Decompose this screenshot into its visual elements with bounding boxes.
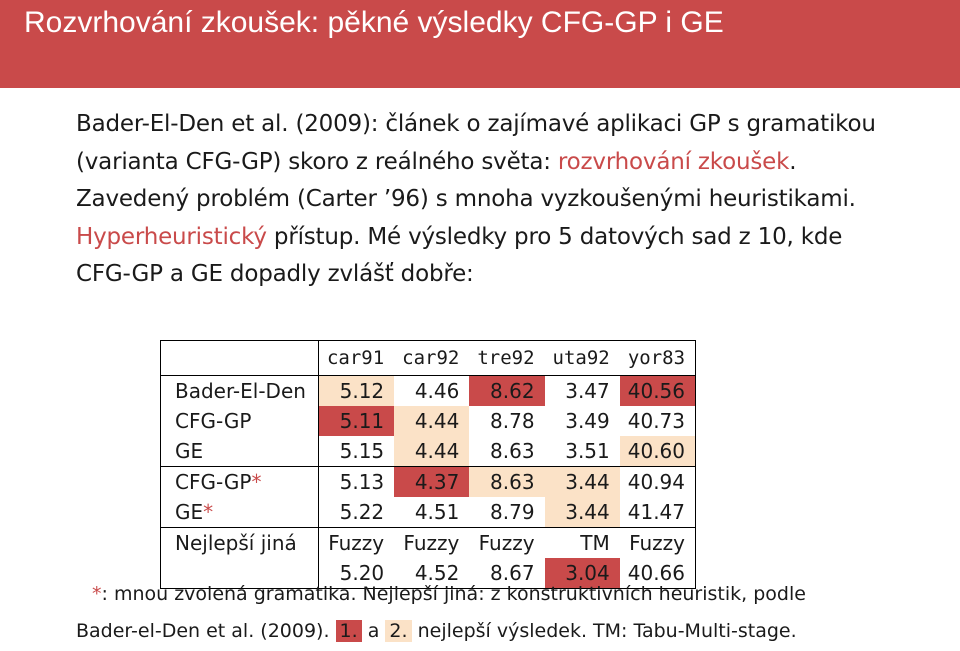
row-label-text: CFG-GP <box>175 409 252 433</box>
column-header: car92 <box>394 341 469 376</box>
intro-text-1: Bader-El-Den et al. (2009): článek o zajímavé aplikaci GP s gramatikou (varianta CFG-GP) skoro z reálného světa: <box>76 111 876 175</box>
row-label <box>161 467 319 498</box>
table-cell: 8.78 <box>490 409 535 433</box>
row-label <box>161 376 319 407</box>
table-cell: 4.46 <box>394 376 469 407</box>
table-header-row <box>161 341 696 376</box>
table-row <box>161 467 696 498</box>
table-cell: Fuzzy <box>394 528 469 559</box>
footnote-mid: a <box>361 620 386 642</box>
table-cell: 40.56 <box>620 376 696 407</box>
table-cell: 4.44 <box>394 436 469 467</box>
table-cell: 4.52 <box>394 558 469 589</box>
table-cell: 8.63 <box>490 439 535 463</box>
table-cell: 5.12 <box>318 376 394 407</box>
table-cell: 5.15 <box>339 439 385 463</box>
table-cell: 4.44 <box>394 406 469 436</box>
row-label-text: CFG-GP <box>175 470 252 494</box>
table-cell: 4.37 <box>394 467 469 498</box>
table-cell: 3.44 <box>545 497 620 528</box>
table-cell: Fuzzy <box>620 528 696 559</box>
table-cell: 3.04 <box>545 558 620 589</box>
table-cell: 40.66 <box>620 558 696 589</box>
row-label-text: Nejlepší jiná <box>175 531 297 555</box>
footnote-line-1 <box>92 583 806 605</box>
highlight-exam-timetabling: rozvrhování zkoušek <box>557 148 790 175</box>
table-cell: 5.11 <box>318 406 394 436</box>
row-label <box>161 406 319 436</box>
footnote-line-2 <box>76 620 797 642</box>
column-header: tre92 <box>469 341 544 376</box>
table-cell: TM <box>545 528 620 559</box>
footnote-text-2: Bader-el-Den et al. (2009). <box>76 620 336 642</box>
row-label-star: * <box>251 470 262 494</box>
legend-first-chip: 1. <box>336 620 362 642</box>
table-cell: 4.51 <box>414 500 460 524</box>
title-bar <box>0 0 960 88</box>
highlight-hyperheuristic: Hyperheuristický <box>76 223 267 250</box>
row-label-text: GE <box>175 500 204 524</box>
table-row <box>161 406 696 436</box>
row-label-text: Bader-El-Den <box>175 379 306 403</box>
table-cell: 5.20 <box>318 558 394 589</box>
footnote-text-3: nejlepší výsledek. TM: Tabu-Multi-stage. <box>411 620 797 642</box>
legend-second-chip: 2. <box>385 620 411 642</box>
table-cell: 40.60 <box>620 436 696 467</box>
table-cell: 3.49 <box>565 409 610 433</box>
table-row <box>161 436 696 467</box>
table-cell: 5.13 <box>318 467 394 498</box>
corner-cell <box>161 341 319 376</box>
table-row <box>161 528 696 559</box>
table-cell: 8.67 <box>469 558 544 589</box>
footnote-star: * <box>92 583 102 605</box>
table-row <box>161 497 696 528</box>
row-label-star: * <box>203 500 214 524</box>
table-cell: 40.73 <box>620 406 696 436</box>
footnote-text-1: : mnou zvolená gramatika. Nejlepší jiná: z konstruktivních heuristik, podle <box>101 583 806 605</box>
table-row <box>161 376 696 407</box>
table-cell: 5.22 <box>339 500 385 524</box>
row-label <box>161 528 319 559</box>
results-table <box>160 340 696 589</box>
table-cell: 3.47 <box>545 376 620 407</box>
intro-paragraph <box>76 106 896 294</box>
table-cell: 8.79 <box>490 500 535 524</box>
slide-title: Rozvrhování zkoušek: pěkné výsledky CFG-GP i GE <box>24 6 724 39</box>
table-cell: 3.44 <box>545 467 620 498</box>
row-label <box>161 436 319 467</box>
table-cell: 8.63 <box>469 467 544 498</box>
table-cell: 41.47 <box>620 497 696 528</box>
table-cell: Fuzzy <box>318 528 394 559</box>
column-header: yor83 <box>620 341 696 376</box>
table-cell: 3.51 <box>565 439 610 463</box>
intro-text-3: přístup. Mé výsledky pro 5 datových sad z 10, kde CFG-GP a GE dopadly zvlášť dobře: <box>76 223 843 287</box>
column-header: car91 <box>318 341 394 376</box>
column-header: uta92 <box>545 341 620 376</box>
table-cell: 40.94 <box>620 467 696 498</box>
row-label-text: GE <box>175 439 204 463</box>
intro-text-2: . Zavedený problém (Carter ’96) s mnoha vyzkoušenými heuristikami. <box>76 148 856 212</box>
table-cell: Fuzzy <box>469 528 544 559</box>
table-cell: 8.62 <box>469 376 544 407</box>
row-label <box>161 497 319 528</box>
